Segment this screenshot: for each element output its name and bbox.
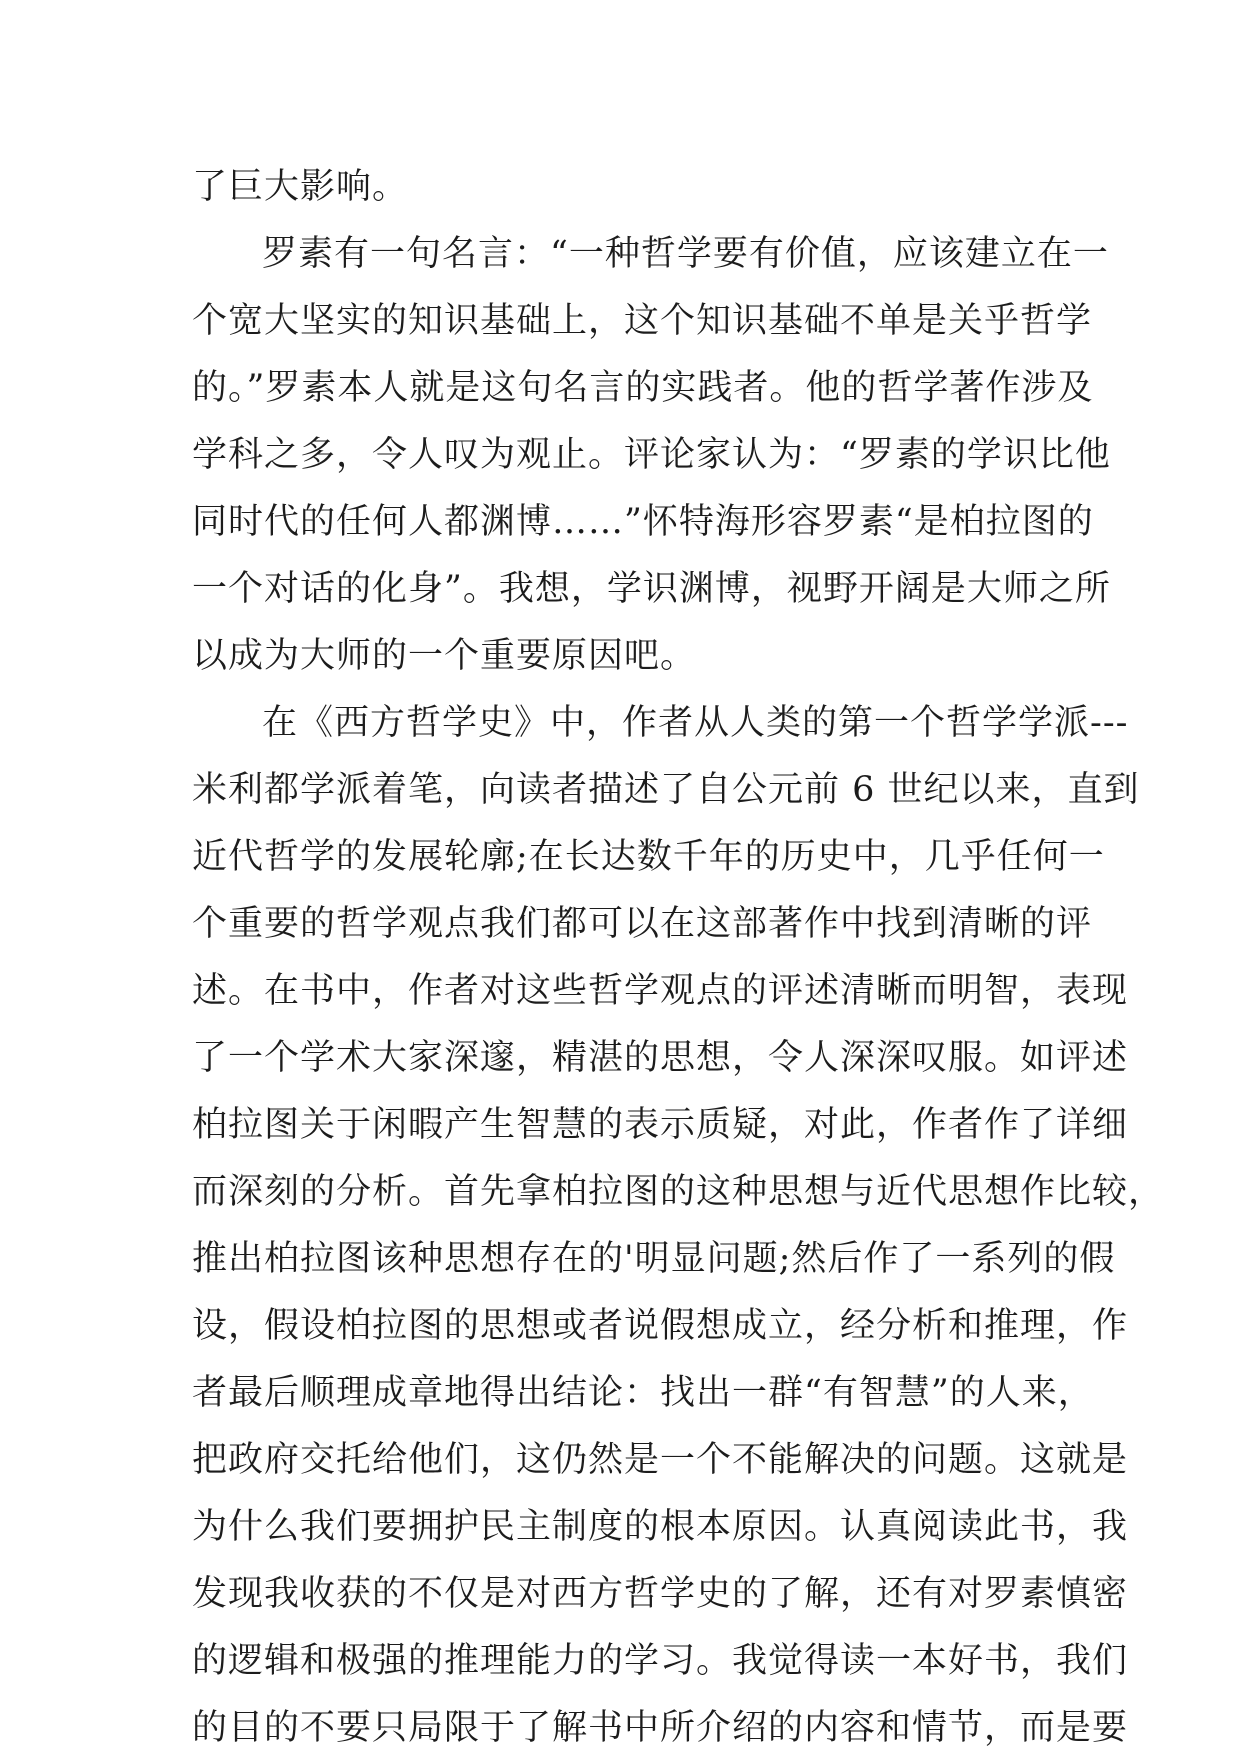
text-line: 者最后顺理成章地得出结论：找出一群“有智慧”的人来， — [192, 1373, 1094, 1413]
text-line: 柏拉图关于闲暇产生智慧的表示质疑，对此，作者作了详细 — [192, 1105, 1129, 1145]
text-line: 的目的不要只局限于了解书中所介绍的内容和情节，而是要 — [192, 1708, 1129, 1748]
text-line: 一个对话的化身”。我想，学识渊博，视野开阔是大师之所 — [192, 569, 1111, 609]
text-line: 同时代的任何人都渊博……”怀特海形容罗素“是柏拉图的 — [192, 502, 1094, 542]
text-line: 而深刻的分析。首先拿柏拉图的这种思想与近代思想作比较， — [192, 1172, 1165, 1212]
text-line: 米利都学派着笔，向读者描述了自公元前 6 世纪以来，直到 — [192, 770, 1140, 810]
text-line: 学科之多，令人叹为观止。评论家认为：“罗素的学识比他 — [192, 435, 1111, 475]
text-line: 了一个学术大家深邃，精湛的思想，令人深深叹服。如评述 — [192, 1038, 1129, 1078]
text-line: 把政府交托给他们，这仍然是一个不能解决的问题。这就是 — [192, 1440, 1129, 1480]
text-line: 以成为大师的一个重要原因吧。 — [192, 636, 697, 676]
document-body — [192, 154, 1165, 1762]
text-line: 发现我收获的不仅是对西方哲学史的了解，还有对罗素慎密 — [192, 1574, 1129, 1614]
text-line: 了巨大影响。 — [192, 167, 409, 207]
text-line: 的逻辑和极强的推理能力的学习。我觉得读一本好书，我们 — [192, 1641, 1129, 1681]
text-line: 在《西方哲学史》中，作者从人类的第一个哲学学派--- — [262, 703, 1129, 743]
text-line: 设，假设柏拉图的思想或者说假想成立，经分析和推理，作 — [192, 1306, 1129, 1346]
text-line: 罗素有一句名言：“一种哲学要有价值，应该建立在一 — [262, 234, 1109, 274]
text-line: 述。在书中，作者对这些哲学观点的评述清晰而明智，表现 — [192, 971, 1129, 1011]
text-line: 为什么我们要拥护民主制度的根本原因。认真阅读此书，我 — [192, 1507, 1129, 1547]
text-line: 近代哲学的发展轮廓;在长达数千年的历史中，几乎任何一 — [192, 837, 1105, 877]
text-line: 个重要的哲学观点我们都可以在这部著作中找到清晰的评 — [192, 904, 1093, 944]
text-line: 推出柏拉图该种思想存在的'明显问题;然后作了一系列的假 — [192, 1239, 1116, 1279]
text-line: 个宽大坚实的知识基础上，这个知识基础不单是关乎哲学 — [192, 301, 1093, 341]
text-line: 的。”罗素本人就是这句名言的实践者。他的哲学著作涉及 — [192, 368, 1094, 408]
